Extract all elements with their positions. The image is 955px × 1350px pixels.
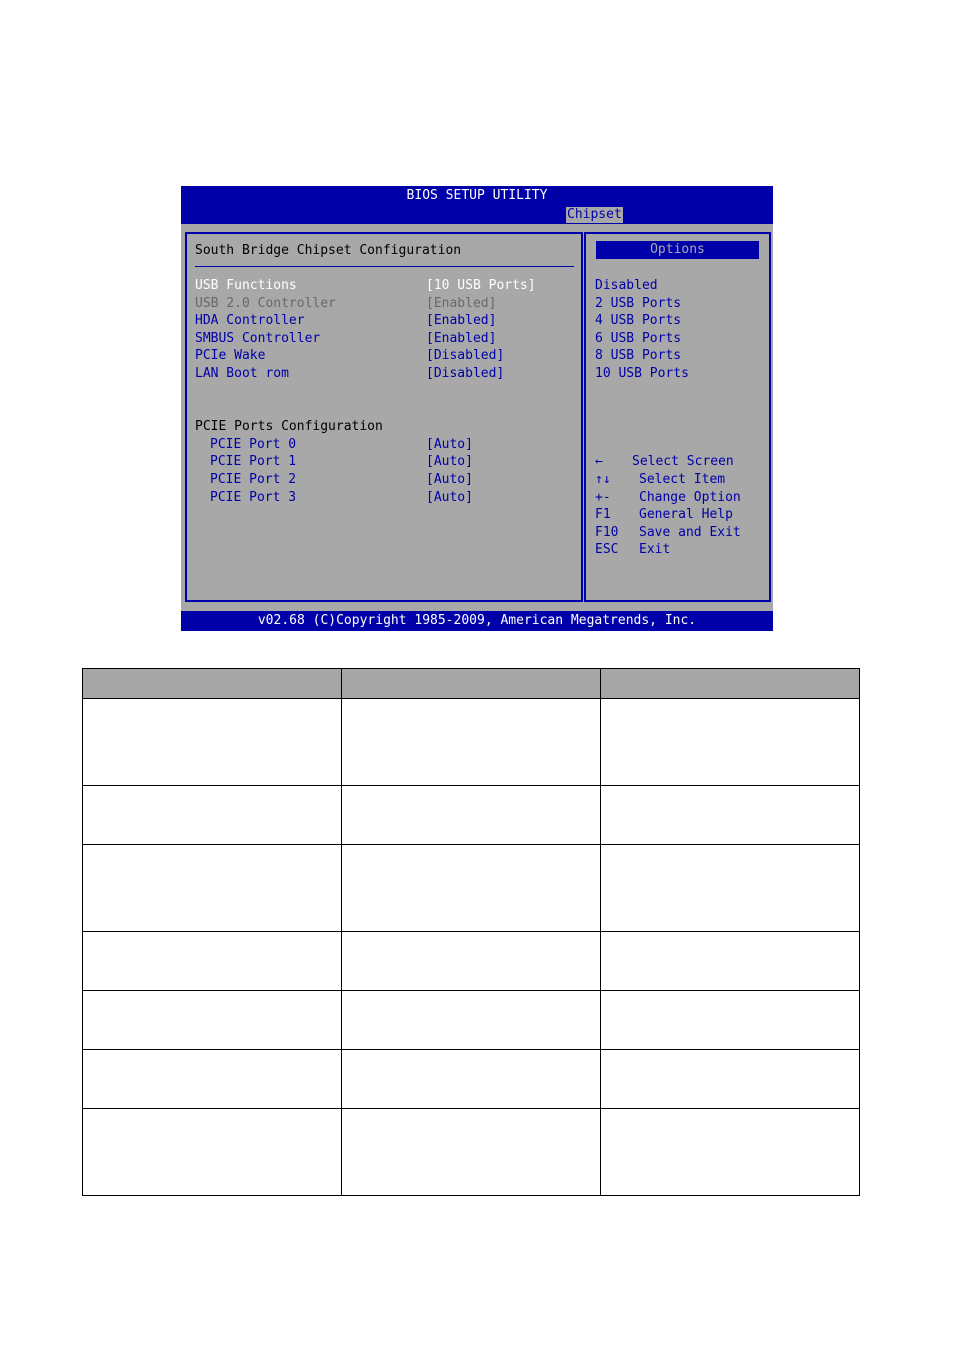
- table-cell: [342, 1109, 601, 1196]
- table-cell: [601, 1109, 860, 1196]
- table-cell: [342, 845, 601, 932]
- setting-pcie-wake[interactable]: PCIe Wake: [195, 348, 266, 363]
- setting-lan-boot-rom-value[interactable]: [Disabled]: [426, 366, 505, 381]
- setting-smbus-controller-value[interactable]: [Enabled]: [426, 331, 497, 346]
- option-item[interactable]: 2 USB Ports: [595, 296, 682, 311]
- setting-pcie-port-0[interactable]: PCIE Port 0: [210, 437, 297, 452]
- help-key-f10: F10: [595, 525, 619, 540]
- table-cell: [342, 699, 601, 786]
- setting-pcie-port-1[interactable]: PCIE Port 1: [210, 454, 297, 469]
- table-cell: [342, 932, 601, 991]
- help-change-option: Change Option: [639, 490, 741, 505]
- table-cell: [83, 845, 342, 932]
- table-header-cell: [342, 669, 601, 699]
- help-key-esc: ESC: [595, 542, 619, 557]
- setting-pcie-wake-value[interactable]: [Disabled]: [426, 348, 505, 363]
- table-cell: [342, 786, 601, 845]
- setting-pcie-port-3-value[interactable]: [Auto]: [426, 490, 473, 505]
- bios-footer: v02.68 (C)Copyright 1985-2009, American Megatrends, Inc.: [181, 611, 773, 631]
- table-cell: [83, 1050, 342, 1109]
- setting-pcie-port-2-value[interactable]: [Auto]: [426, 472, 473, 487]
- option-item[interactable]: Disabled: [595, 278, 658, 293]
- table-row: [83, 1109, 860, 1196]
- pcie-section-title: PCIE Ports Configuration: [195, 419, 383, 434]
- table-cell: [601, 1050, 860, 1109]
- setting-usb-functions-value[interactable]: [10 USB Ports]: [426, 278, 536, 293]
- setting-usb2-controller: USB 2.0 Controller: [195, 296, 336, 311]
- table-row: [83, 786, 860, 845]
- setting-pcie-port-3[interactable]: PCIE Port 3: [210, 490, 297, 505]
- tab-chipset[interactable]: Chipset: [567, 207, 622, 222]
- table-header-cell: [601, 669, 860, 699]
- table-header-cell: [83, 669, 342, 699]
- option-item[interactable]: 8 USB Ports: [595, 348, 682, 363]
- setting-pcie-port-2[interactable]: PCIE Port 2: [210, 472, 297, 487]
- section-title: South Bridge Chipset Configuration: [195, 243, 462, 258]
- setting-smbus-controller[interactable]: SMBUS Controller: [195, 331, 321, 346]
- table-row: [83, 699, 860, 786]
- table-cell: [601, 845, 860, 932]
- settings-description-table: [82, 668, 860, 1196]
- table-cell: [342, 1050, 601, 1109]
- table-cell: [83, 991, 342, 1050]
- table-row: [83, 1050, 860, 1109]
- table-cell: [601, 932, 860, 991]
- table-cell: [83, 786, 342, 845]
- table-row: [83, 845, 860, 932]
- option-item[interactable]: 6 USB Ports: [595, 331, 682, 346]
- option-item[interactable]: 10 USB Ports: [595, 366, 689, 381]
- table-cell: [601, 991, 860, 1050]
- table-row: [83, 932, 860, 991]
- bios-title: BIOS SETUP UTILITY: [181, 186, 773, 205]
- table-cell: [83, 699, 342, 786]
- help-select-item: Select Item: [639, 472, 726, 487]
- section-divider: [195, 266, 574, 267]
- table-row: [83, 991, 860, 1050]
- options-header: Options: [596, 241, 759, 259]
- setting-lan-boot-rom[interactable]: LAN Boot rom: [195, 366, 289, 381]
- help-select-screen: Select Screen: [632, 454, 734, 469]
- table-cell: [83, 932, 342, 991]
- bios-menu-bar: [181, 205, 773, 224]
- option-item[interactable]: 4 USB Ports: [595, 313, 682, 328]
- setting-hda-controller-value[interactable]: [Enabled]: [426, 313, 497, 328]
- setting-pcie-port-0-value[interactable]: [Auto]: [426, 437, 473, 452]
- up-down-arrow-icon: ↑↓: [595, 472, 611, 487]
- setting-usb-functions[interactable]: USB Functions: [195, 278, 297, 293]
- help-exit: Exit: [639, 542, 671, 557]
- table-cell: [342, 991, 601, 1050]
- table-cell: [601, 786, 860, 845]
- table-header-row: [83, 669, 860, 699]
- help-key-f1: F1: [595, 507, 611, 522]
- left-arrow-icon: ←: [595, 454, 603, 469]
- table-cell: [83, 1109, 342, 1196]
- setting-usb2-controller-value: [Enabled]: [426, 296, 497, 311]
- setting-hda-controller[interactable]: HDA Controller: [195, 313, 305, 328]
- help-save-and-exit: Save and Exit: [639, 525, 741, 540]
- setting-pcie-port-1-value[interactable]: [Auto]: [426, 454, 473, 469]
- help-general-help: General Help: [639, 507, 733, 522]
- help-key-plus-minus: +-: [595, 490, 611, 505]
- table-cell: [601, 699, 860, 786]
